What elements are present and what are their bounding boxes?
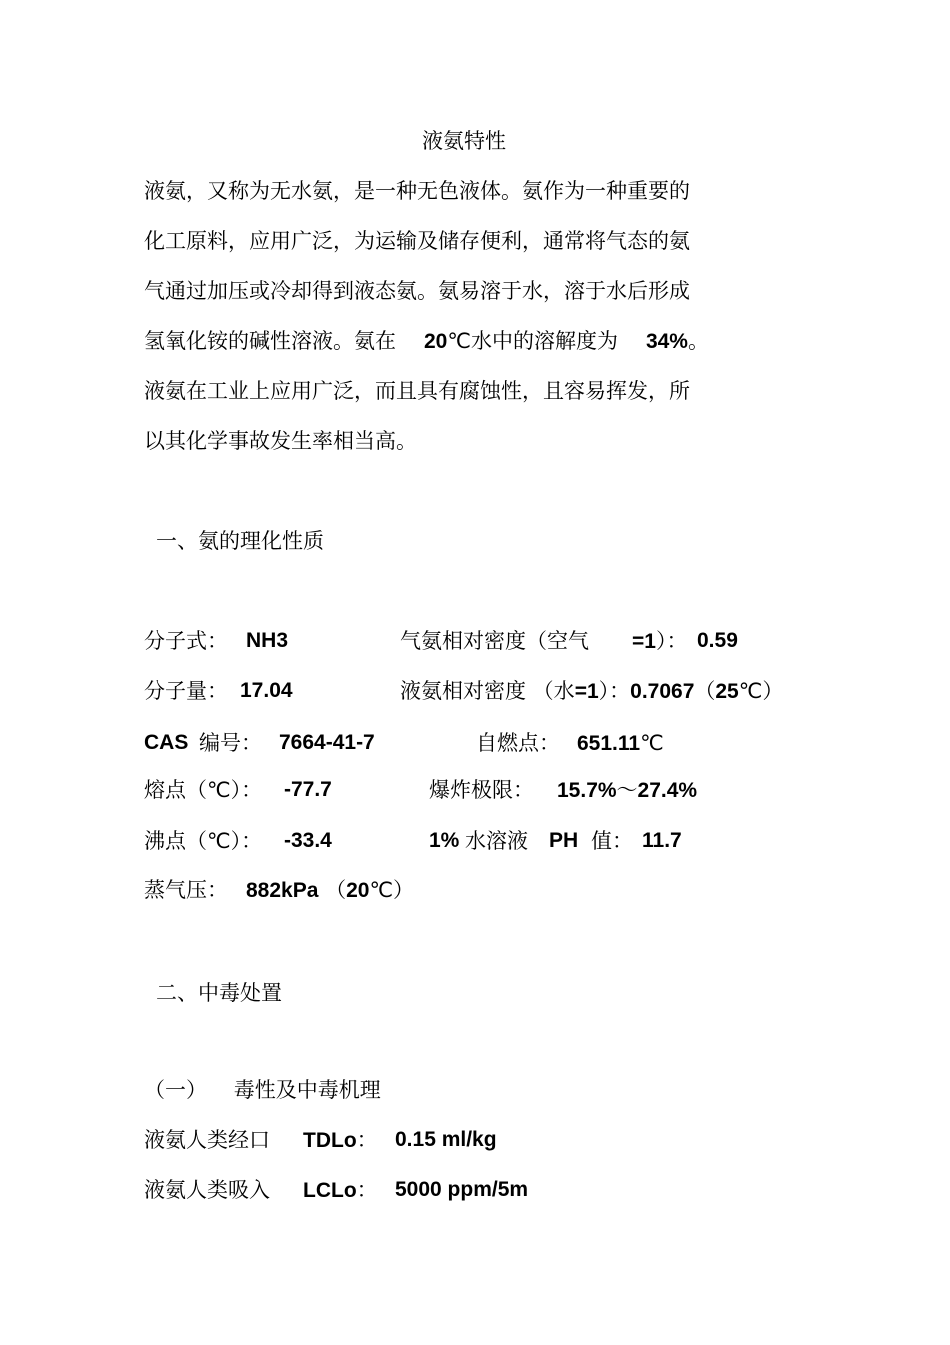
oral-metric-group (303, 1127, 378, 1154)
autoignition-group (577, 730, 664, 757)
formula-value: NH3 (246, 629, 289, 652)
cas-label: 编号： (199, 731, 262, 755)
document-title: 液氨特性 (422, 129, 506, 153)
mw-label: 分子量： (144, 679, 228, 703)
ph-label2: 值： (591, 829, 633, 853)
cas-label-prefix: CAS (144, 731, 189, 754)
subsection1-heading: （一） 毒性及中毒机理 (144, 1078, 381, 1102)
boiling-label: 沸点（℃）： (144, 829, 263, 853)
liquid-density-value: 0.7067 (630, 680, 695, 703)
section2-heading: 二、中毒处置 (156, 981, 282, 1005)
gas-density-eq-group (632, 628, 687, 655)
intro-line-4 (144, 328, 709, 355)
explosion-high: 27.4% (637, 779, 698, 802)
vapor-open: （ (325, 878, 347, 902)
cas-value: 7664-41-7 (279, 731, 375, 754)
section1-heading: 一、氨的理化性质 (156, 529, 324, 553)
melting-value: -77.7 (284, 778, 332, 801)
vapor-value: 882kPa (246, 879, 319, 902)
ph-value: 11.7 (642, 829, 682, 852)
intro-line-6: 以其化学事故发生率相当高。 (144, 429, 417, 453)
vapor-label: 蒸气压： (144, 878, 228, 902)
intro-line-2: 化工原料，应用广泛，为运输及储存便利，通常将气态的氨 (144, 229, 690, 253)
inhal-sep: ： (356, 1178, 378, 1202)
intro-line-1: 液氨，又称为无水氨，是一种无色液体。氨作为一种重要的 (144, 179, 690, 203)
mw-value: 17.04 (240, 679, 293, 702)
ph-pct: 1% (429, 829, 460, 852)
gas-density-label: 气氨相对密度（空气 (400, 629, 589, 653)
formula-label: 分子式： (144, 629, 228, 653)
vapor-unit: ℃） (369, 878, 415, 902)
autoignition-value: 651.11 (577, 732, 641, 755)
liquid-density-close: ）： (598, 679, 631, 703)
liquid-density-temp: 25 (715, 680, 739, 703)
intro-line-3: 气通过加压或冷却得到液态氨。氨易溶于水，溶于水后形成 (144, 279, 690, 303)
intro-line-4-a: 氢氧化铵的碱性溶液。氨在 (144, 329, 396, 353)
intro-line-5: 液氨在工业上应用广泛，而且具有腐蚀性，且容易挥发，所 (144, 379, 690, 403)
oral-sep: ： (356, 1128, 378, 1152)
liquid-density-open: （ (694, 679, 716, 703)
autoignition-unit: ℃ (640, 731, 664, 755)
vapor-group (246, 877, 414, 904)
melting-label: 熔点（℃）： (144, 778, 263, 802)
ph-label: PH (549, 829, 579, 852)
liquid-density-row (400, 678, 783, 705)
inhal-metric: LCLo (303, 1179, 357, 1202)
explosion-low: 15.7% (557, 779, 617, 802)
gas-density-close: ）： (655, 629, 688, 653)
explosion-sep: ～ (616, 778, 638, 802)
solubility-value: 34% (645, 330, 688, 353)
ph-text: 水溶液 (465, 829, 528, 853)
boiling-value: -33.4 (284, 829, 332, 852)
inhal-label: 液氨人类吸入 (144, 1178, 270, 1202)
inhal-metric-group (303, 1177, 378, 1204)
explosion-label: 爆炸极限： (429, 778, 534, 802)
oral-metric: TDLo (303, 1129, 357, 1152)
oral-value: 0.15 ml/kg (395, 1128, 497, 1151)
solubility-temp: 20 (424, 330, 448, 353)
intro-line-4-c: 。 (687, 329, 709, 353)
autoignition-label: 自燃点： (476, 731, 560, 755)
inhal-value: 5000 ppm/5m (395, 1178, 529, 1201)
gas-density-value: 0.59 (697, 629, 738, 652)
liquid-density-eq: =1 (574, 680, 599, 703)
oral-label: 液氨人类经口 (144, 1128, 270, 1152)
vapor-temp: 20 (346, 879, 370, 902)
liquid-density-unit: ℃） (738, 679, 784, 703)
gas-density-eq: =1 (632, 630, 656, 653)
liquid-density-label: 液氨相对密度 （水 (400, 679, 575, 703)
explosion-group (557, 777, 697, 804)
intro-line-4-b: ℃水中的溶解度为 (447, 329, 618, 353)
